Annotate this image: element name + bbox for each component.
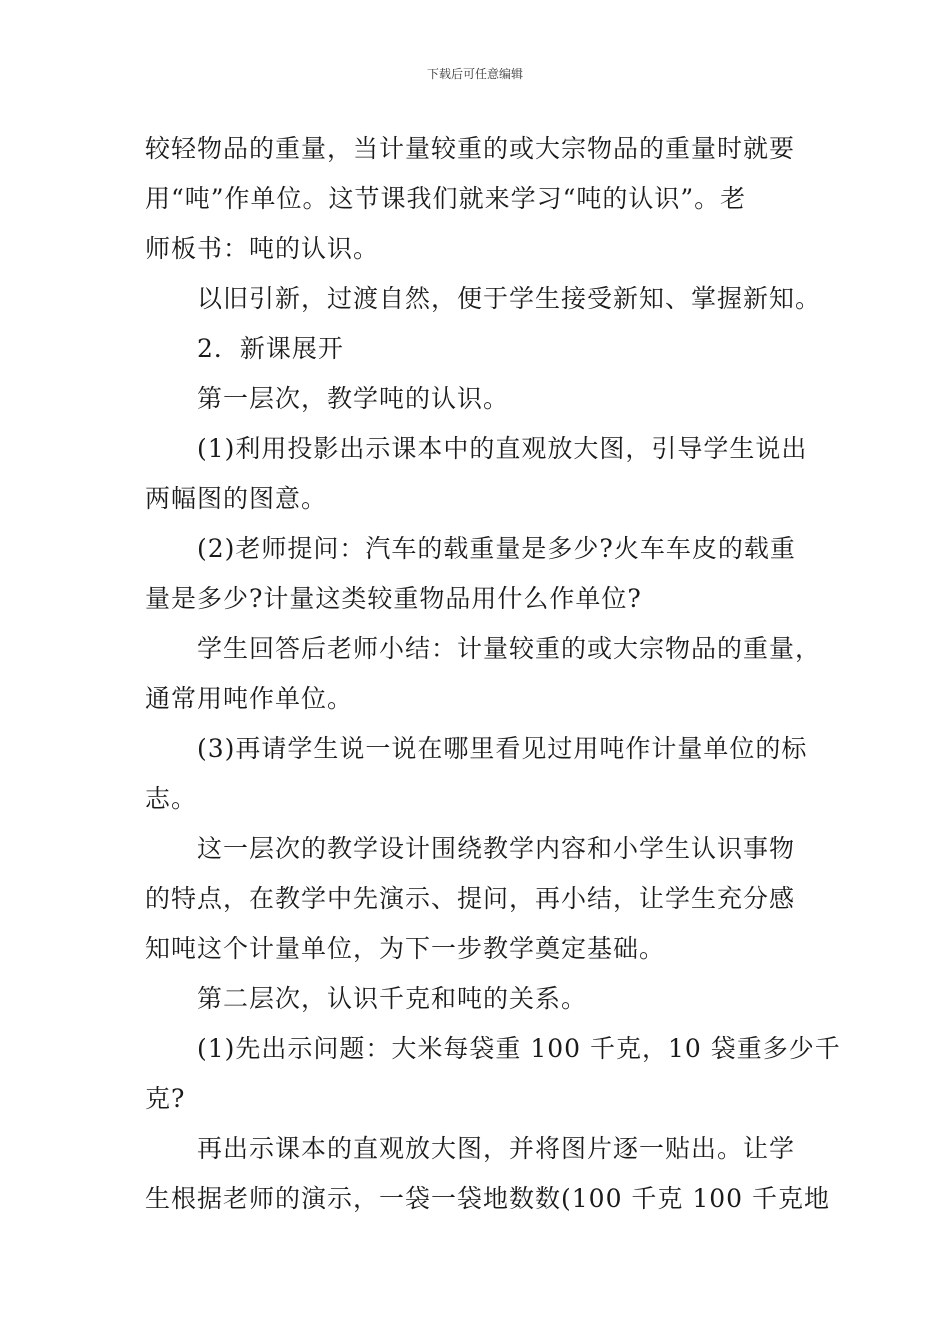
text-line: (2)老师提问：汽车的载重量是多少?火车车皮的载重 [197, 534, 796, 563]
text-line: (3)再请学生说一说在哪里看见过用吨作计量单位的标 [197, 734, 808, 763]
text-line: 克? [145, 1084, 186, 1113]
text-line: 2．新课展开 [197, 334, 344, 363]
text-line: 通常用吨作单位。 [145, 684, 354, 713]
text-line: 知吨这个计量单位，为下一步教学奠定基础。 [145, 934, 666, 963]
text-line: 学生回答后老师小结：计量较重的或大宗物品的重量， [197, 634, 822, 663]
text-line: 志。 [145, 784, 198, 813]
text-line: 生根据老师的演示，一袋一袋地数数(100 千克 100 千克地 [145, 1184, 831, 1213]
text-line: 用“吨”作单位。这节课我们就来学习“吨的认识”。老 [145, 184, 747, 213]
text-line: 两幅图的图意。 [145, 484, 328, 513]
text-line: 的特点，在教学中先演示、提问，再小结，让学生充分感 [145, 884, 796, 913]
text-line: 再出示课本的直观放大图，并将图片逐一贴出。让学 [197, 1134, 796, 1163]
text-line: 师板书：吨的认识。 [145, 234, 380, 263]
text-line: 第二层次，认识千克和吨的关系。 [197, 984, 588, 1013]
text-line: 第一层次，教学吨的认识。 [197, 384, 510, 413]
text-line: 以旧引新，过渡自然，便于学生接受新知、掌握新知。 [197, 284, 822, 313]
text-line: (1)先出示问题：大米每袋重 100 千克，10 袋重多少千 [197, 1034, 841, 1063]
page-header: 下载后可任意编辑 [426, 67, 523, 81]
text-line: 较轻物品的重量，当计量较重的或大宗物品的重量时就要 [145, 134, 796, 163]
text-line: 量是多少?计量这类较重物品用什么作单位? [145, 584, 642, 613]
text-line: (1)利用投影出示课本中的直观放大图，引导学生说出 [197, 434, 808, 463]
text-line: 这一层次的教学设计围绕教学内容和小学生认识事物 [197, 834, 796, 863]
document-body [145, 124, 841, 1224]
